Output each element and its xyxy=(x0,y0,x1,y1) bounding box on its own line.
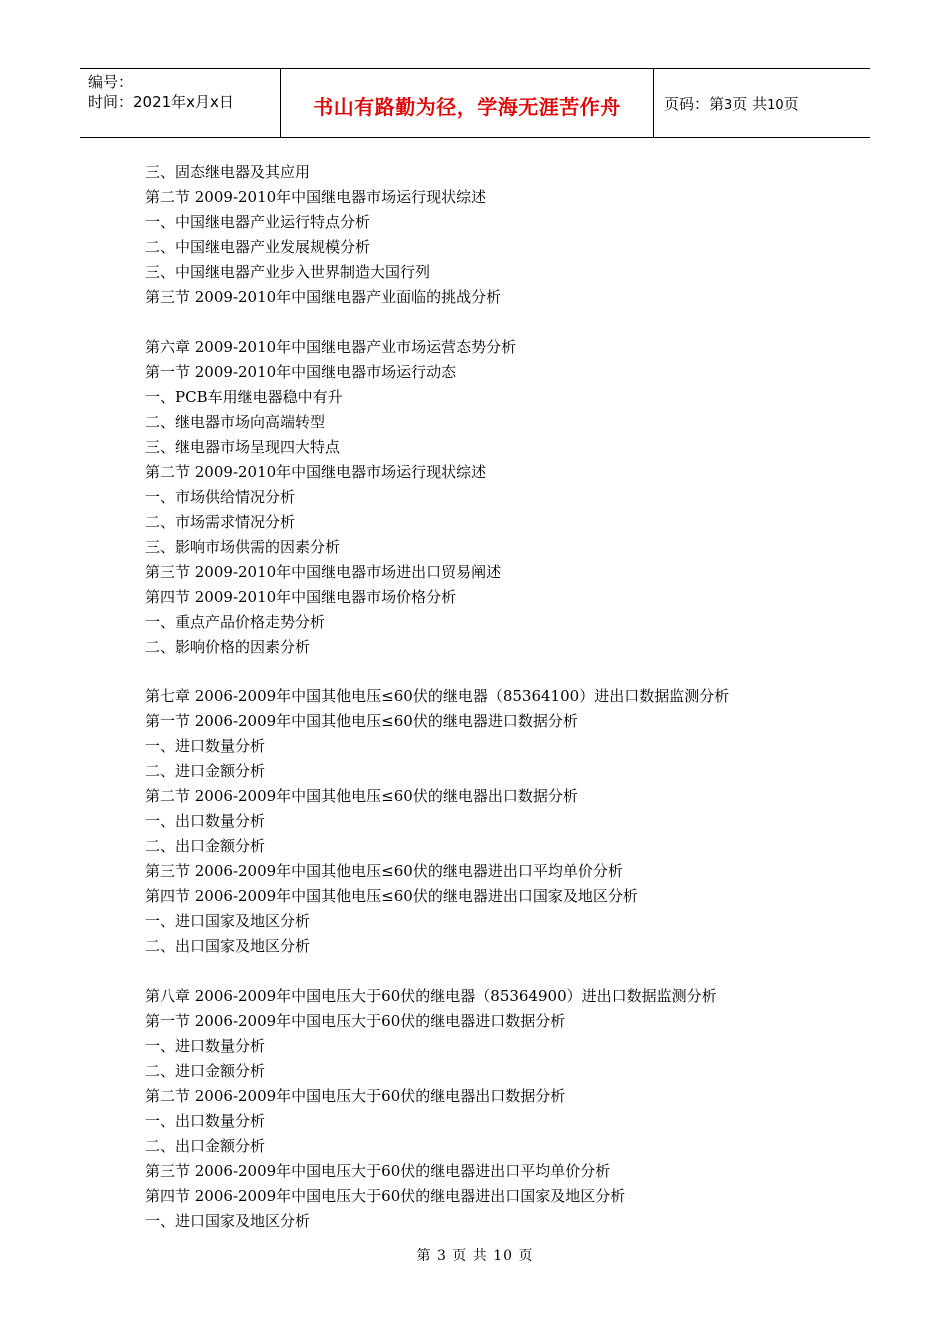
toc-line: 二、中国继电器产业发展规模分析 xyxy=(145,238,371,256)
toc-line: 一、中国继电器产业运行特点分析 xyxy=(145,213,371,231)
toc-line: 第一节 2006-2009年中国电压大于60伏的继电器进口数据分析 xyxy=(145,1011,566,1030)
toc-line: 一、出口数量分析 xyxy=(145,1111,266,1130)
toc-line: 一、进口国家及地区分析 xyxy=(145,912,311,930)
toc-line: 二、进口金额分析 xyxy=(145,1061,266,1080)
toc-line: 一、进口国家及地区分析 xyxy=(145,1211,311,1230)
toc-line: 一、进口数量分析 xyxy=(145,737,266,755)
code-label: 编号： xyxy=(88,73,134,91)
toc-line: 二、出口金额分析 xyxy=(145,837,266,855)
toc-line: 三、继电器市场呈现四大特点 xyxy=(145,437,341,456)
toc-line: 第三节 2006-2009年中国电压大于60伏的继电器进出口平均单价分析 xyxy=(145,1161,611,1180)
toc-line: 一、进口数量分析 xyxy=(145,1036,266,1055)
toc-line: 第三节 2009-2010年中国继电器市场进出口贸易阐述 xyxy=(145,562,502,581)
toc-line: 二、出口金额分析 xyxy=(145,1136,266,1155)
page-mid: 页 共 xyxy=(732,95,768,113)
header-left-cell xyxy=(80,69,281,137)
toc-line: 第二节 2009-2010年中国继电器市场运行现状综述 xyxy=(145,188,487,206)
toc-line: 一、市场供给情况分析 xyxy=(145,487,296,506)
toc-line: 第三节 2009-2010年中国继电器产业面临的挑战分析 xyxy=(145,288,502,306)
toc-spacer xyxy=(145,310,865,335)
toc-line: 第一节 2006-2009年中国其他电压≤60伏的继电器进口数据分析 xyxy=(145,712,578,730)
page-total: 10 xyxy=(767,98,784,113)
page-header xyxy=(80,68,870,138)
time-label: 时间：2021年x月x日 xyxy=(88,93,234,111)
toc-line: 第一节 2009-2010年中国继电器市场运行动态 xyxy=(145,362,457,381)
toc-line: 第四节 2009-2010年中国继电器市场价格分析 xyxy=(145,587,457,606)
header-motto-cell xyxy=(281,69,654,137)
page-prefix: 页码：第 xyxy=(664,95,725,113)
toc-line: 第四节 2006-2009年中国电压大于60伏的继电器进出口国家及地区分析 xyxy=(145,1186,626,1205)
page-info xyxy=(664,93,799,114)
toc-line: 二、影响价格的因素分析 xyxy=(145,637,311,656)
toc-line: 三、中国继电器产业步入世界制造大国行列 xyxy=(145,263,431,281)
table-of-contents xyxy=(145,160,865,1234)
toc-line: 一、出口数量分析 xyxy=(145,812,266,830)
motto: 书山有路勤为径，学海无涯苦作舟 xyxy=(313,95,621,119)
toc-block-2 xyxy=(145,335,865,660)
toc-line: 一、重点产品价格走势分析 xyxy=(145,612,326,631)
page-suffix: 页 xyxy=(783,95,799,113)
toc-block-1 xyxy=(145,160,865,310)
toc-block-3 xyxy=(145,684,865,959)
toc-line: 第六章 2009-2010年中国继电器产业市场运营态势分析 xyxy=(145,337,517,356)
toc-line: 第二节 2009-2010年中国继电器市场运行现状综述 xyxy=(145,462,487,481)
toc-spacer xyxy=(145,660,865,685)
toc-line: 第八章 2006-2009年中国电压大于60伏的继电器（85364900）进出口数据监测分析 xyxy=(145,986,717,1005)
toc-line: 第七章 2006-2009年中国其他电压≤60伏的继电器（85364100）进出口数据监测分析 xyxy=(145,687,730,705)
toc-line: 第三节 2006-2009年中国其他电压≤60伏的继电器进出口平均单价分析 xyxy=(145,862,623,880)
page-footer: 第 3 页 共 10 页 xyxy=(416,1248,534,1264)
toc-block-4 xyxy=(145,984,865,1234)
toc-line: 第二节 2006-2009年中国电压大于60伏的继电器出口数据分析 xyxy=(145,1086,566,1105)
toc-line: 二、出口国家及地区分析 xyxy=(145,937,311,955)
toc-line: 二、市场需求情况分析 xyxy=(145,512,296,531)
toc-line: 二、继电器市场向高端转型 xyxy=(145,412,326,431)
toc-line: 三、固态继电器及其应用 xyxy=(145,163,311,181)
toc-line: 一、PCB车用继电器稳中有升 xyxy=(145,387,343,406)
toc-spacer xyxy=(145,959,865,984)
toc-line: 三、影响市场供需的因素分析 xyxy=(145,537,341,556)
toc-line: 二、进口金额分析 xyxy=(145,762,266,780)
toc-line: 第四节 2006-2009年中国其他电压≤60伏的继电器进出口国家及地区分析 xyxy=(145,887,638,905)
page-number: 3 xyxy=(724,98,733,113)
header-page-cell xyxy=(654,69,870,137)
toc-line: 第二节 2006-2009年中国其他电压≤60伏的继电器出口数据分析 xyxy=(145,787,578,805)
